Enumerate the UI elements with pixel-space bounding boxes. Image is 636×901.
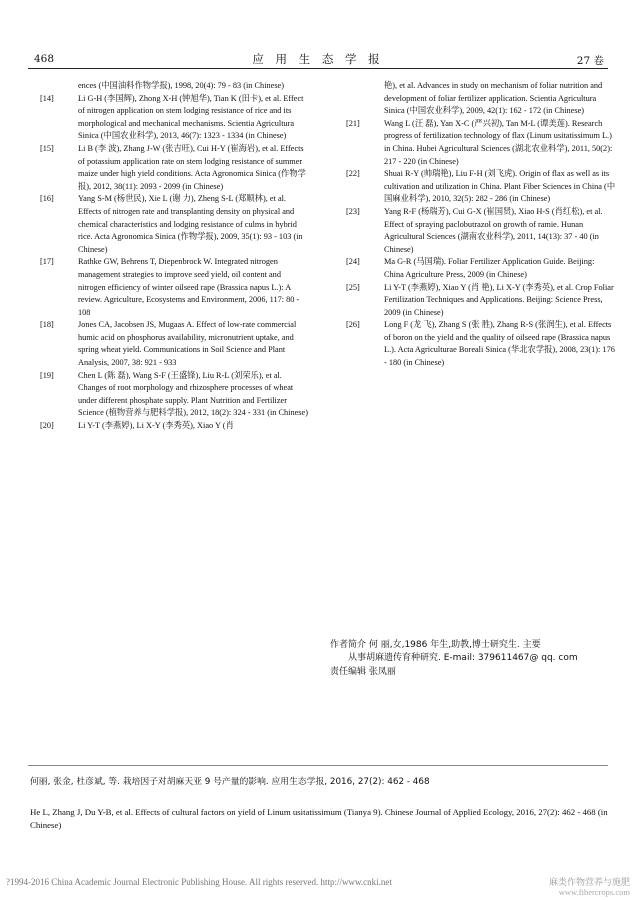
reference-item: [22] Shuai R-Y (帅瑞艳), Liu F-H (刘飞虎). Origin of flax as well as its cultivation and utilization in China. Plant Fiber Sciences in China (中国麻业科学), 2010, 32(5): 282 - 286 (in Chinese) (346, 169, 616, 204)
watermark-text: 麻类作物营养与施肥 (548, 877, 630, 887)
reference-item: 艳), et al. Advances in study on mechanism of foliar nutrition and development of foliar fertilizer application. Scientia Agricultura Sinica (中国农业科学), 2009, 42(1): 162 - 172 (in Chinese) (384, 81, 603, 116)
citation-chinese: 何丽, 张金, 杜彦斌, 等. 栽培因子对胡麻天亚 9 号产量的影响. 应用生态学报, 2016, 27(2): 462 - 468 (30, 777, 430, 787)
watermark-url: www.fibercrops.com (558, 887, 630, 897)
reference-item: [15] Li B (李 波), Zhang J-W (张吉旺), Cui H-Y (崔海岩), et al. Effects of potassium application rate on stem lodging resistance of summer maize under high yield conditions. Acta Agronomica Sinica (作物学报), 2012, 38(11): 2093 - 2099 (in Chinese) (40, 143, 306, 191)
reference-list-right (346, 80, 616, 370)
reference-item: [26] Long F (龙 飞), Zhang S (张 胜), Zhang R-S (张润生), et al. Effects of boron on the yield and the quality of oilseed rape (Brassica napus L.). Acta Agriculturae Boreali Sinica (华北农学报), 2008, 23(1): 176 - 180 (in Chinese) (346, 320, 615, 368)
author-bio-line: 作者简介 何 丽,女,1986 年生,助教,博士研究生. 主要 (330, 640, 541, 650)
reference-item: [21] Wang L (汪 磊), Yan X-C (严兴初), Tan M-L (谭美莲). Research progress of fertilization technology of flax (Linum usitatissimum L.) in China. Hubei Agricultural Sciences (湖北农业科学), 2011, 50(2): 217 - 220 (in Chinese) (346, 118, 613, 166)
reference-item: [23] Yang R-F (杨瑞芳), Cui G-X (崔国贤), Xiao H-S (肖红松), et al. Effect of spraying paclobutrazol on growth of ramie. Hunan Agricultural Sciences (湖南农业科学), 2011, 14(13): 37 - 40 (in Chinese) (346, 206, 603, 254)
reference-item: [17] Rathke GW, Behrens T, Diepenbrock W. Integrated nitrogen management strategies to improve seed yield, oil content and nitrogen efficiency of winter oilseed rape (Brassica napus L.): A review. Agriculture, Ecosystems and Environment, 2006, 117: 80 - 108 (40, 257, 300, 317)
author-bio-line: 从事胡麻遗传育种研究. E-mail: 379611467@ qq. com (348, 653, 578, 664)
reference-item: [14] Li G-H (李国辉), Zhong X-H (钟旭华), Tian K (田卡), et al. Effect of nitrogen application on stem lodging resistance of rice and its morphological and mechanical mechanisms. Scientia Agricultura Sinica (中国农业科学), 2013, 46(7): 1323 - 1334 (in Chinese) (40, 93, 304, 141)
page-number: 468 (34, 53, 55, 65)
volume-label: 27 卷 (576, 55, 604, 67)
reference-item: [19] Chen L (陈 磊), Wang S-F (王盛锋), Liu R-L (刘荣乐), et al. Changes of root morphology and rhizosphere processes of wheat under different phosphate supply. Plant Nutrition and Fertilizer Science (植物营养与肥料学报), 2012, 18(2): 324 - 331 (in Chinese) (40, 370, 308, 418)
reference-item: [20] Li Y-T (李燕婷), Li X-Y (李秀英), Xiao Y (肖 (40, 421, 234, 431)
reference-item: [16] Yang S-M (杨世民), Xie L (谢 力), Zheng S-L (郑顺林), et al. Effects of nitrogen rate and transplanting density on physical and chemical characteristics and lodging resistance of culms in hybrid rice. Acta Agronomica Sinica (作物学报), 2009, 35(1): 93 - 103 (in Chinese) (40, 194, 303, 254)
responsible-editor: 责任编辑 张凤丽 (330, 666, 396, 677)
reference-item: ences (中国油料作物学报), 1998, 20(4): 79 - 83 (in Chinese) (78, 81, 285, 90)
copyright-notice: ?1994-2016 China Academic Journal Electronic Publishing House. All rights reserved. http://www.cnki.net (6, 877, 392, 887)
reference-list-left (40, 80, 310, 433)
journal-title: 应 用 生 态 学 报 (252, 52, 384, 66)
citation-divider (28, 765, 608, 766)
reference-item: [24] Ma G-R (马国瑞). Foliar Fertilizer Application Guide. Beijing: China Agriculture Press, 2009 (in Chinese) (346, 257, 595, 279)
citation-english: He L, Zhang J, Du Y-B, et al. Effects of cultural factors on yield of Linum usitatissimum (Tianya 9). Chinese Journal of Applied Ecology, 2016, 27(2): 462 - 468 (in Chinese) (30, 807, 608, 830)
author-bio (330, 639, 610, 679)
running-header (28, 48, 608, 69)
reference-item: [18] Jones CA, Jacobsen JS, Mugaas A. Effect of low-rate commercial humic acid on phosphorus availability, micronutrient uptake, and spring wheat yield. Communications in Soil Science and Plant Analysis, 2007, 38: 921 - 933 (40, 320, 297, 368)
reference-item: [25] Li Y-T (李燕婷), Xiao Y (肖 艳), Li X-Y (李秀英), et al. Crop Foliar Fertilization Techniques and Applications. Beijing: Science Press, 2009 (in Chinese) (346, 282, 614, 317)
